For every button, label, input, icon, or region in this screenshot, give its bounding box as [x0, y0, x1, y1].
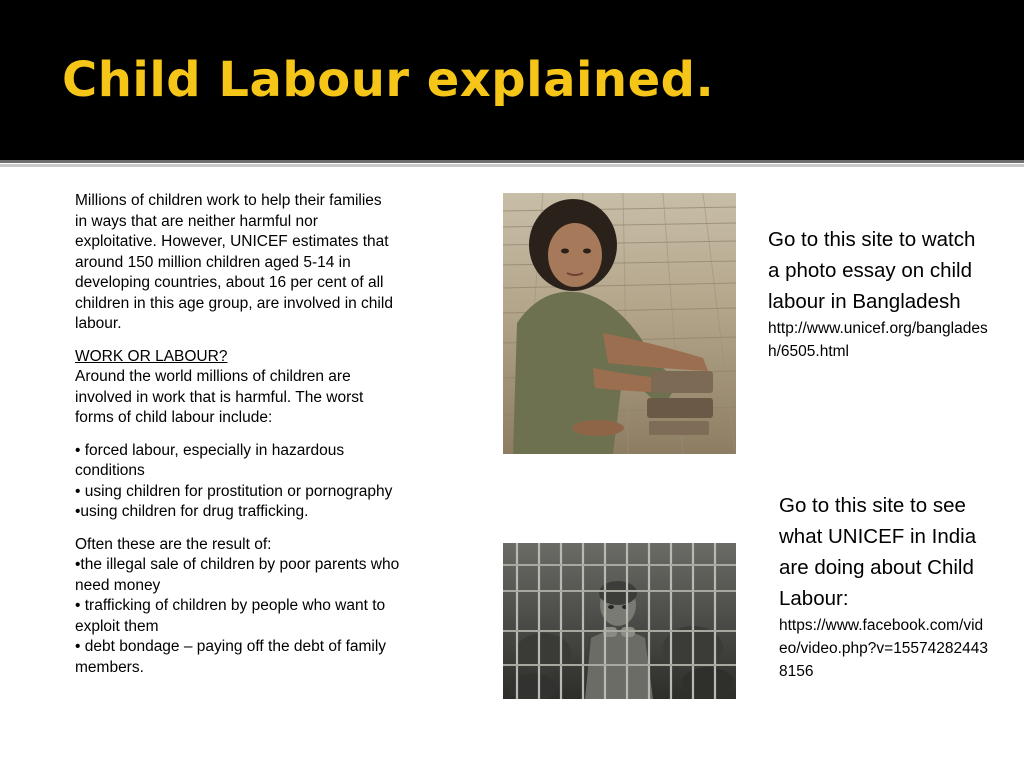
body-text [75, 191, 505, 690]
intro-line: exploitative. However, UNICEF estimates that [75, 233, 389, 250]
list-item: exploit them [75, 617, 159, 635]
intro-paragraph [75, 191, 505, 335]
list-item: need money [75, 576, 161, 594]
india-note-text: Go to this site to see what UNICEF in India are doing about Child Labour: [779, 494, 977, 610]
bangladesh-note-text: Go to this site to watch a photo essay on child labour in Bangladesh [768, 228, 976, 313]
intro-line: Millions of children work to help their families [75, 192, 382, 209]
list-item: •the illegal sale of children by poor parents who [75, 556, 400, 573]
india-note [779, 490, 991, 683]
brick-making-photo [503, 193, 736, 454]
list-item: • using children for prostitution or pornography [75, 482, 393, 500]
title-band [0, 0, 1024, 160]
list-item: members. [75, 658, 144, 676]
bangladesh-note [768, 224, 988, 363]
intro-line: in ways that are neither harmful nor [75, 212, 318, 230]
list-item: • forced labour, especially in hazardous [75, 441, 345, 459]
list-item: • trafficking of children by people who want to [75, 597, 386, 614]
section-line: Around the world millions of children are [75, 368, 351, 385]
boy-behind-bars-illustration [503, 543, 736, 699]
intro-line: children in this age group, are involved in child [75, 294, 393, 312]
list-item: conditions [75, 462, 145, 479]
section-line: involved in work that is harmful. The worst [75, 388, 364, 406]
slide-title: Child Labour explained. [62, 52, 715, 108]
intro-line: developing countries, about 16 per cent of all [75, 274, 384, 291]
intro-line: labour. [75, 315, 122, 332]
brick-making-illustration [503, 193, 736, 454]
work-or-labour-section [75, 347, 505, 429]
bangladesh-link[interactable]: http://www.unicef.org/bangladesh/6505.html [768, 320, 988, 360]
list-item: •using children for drug trafficking. [75, 503, 309, 520]
boy-behind-bars-photo [503, 543, 736, 699]
title-divider-dark [0, 160, 1024, 163]
section-heading: WORK OR LABOUR? [75, 347, 228, 365]
intro-line: around 150 million children aged 5-14 in [75, 253, 351, 271]
causes-intro: Often these are the result of: [75, 535, 272, 553]
section-line: forms of child labour include: [75, 409, 273, 426]
title-divider-light [0, 164, 1024, 167]
india-link[interactable]: https://www.facebook.com/video/video.php?v=155742824438156 [779, 617, 989, 680]
causes-list [75, 535, 505, 679]
worst-forms-list [75, 441, 505, 523]
list-item: • debt bondage – paying off the debt of family [75, 638, 387, 655]
